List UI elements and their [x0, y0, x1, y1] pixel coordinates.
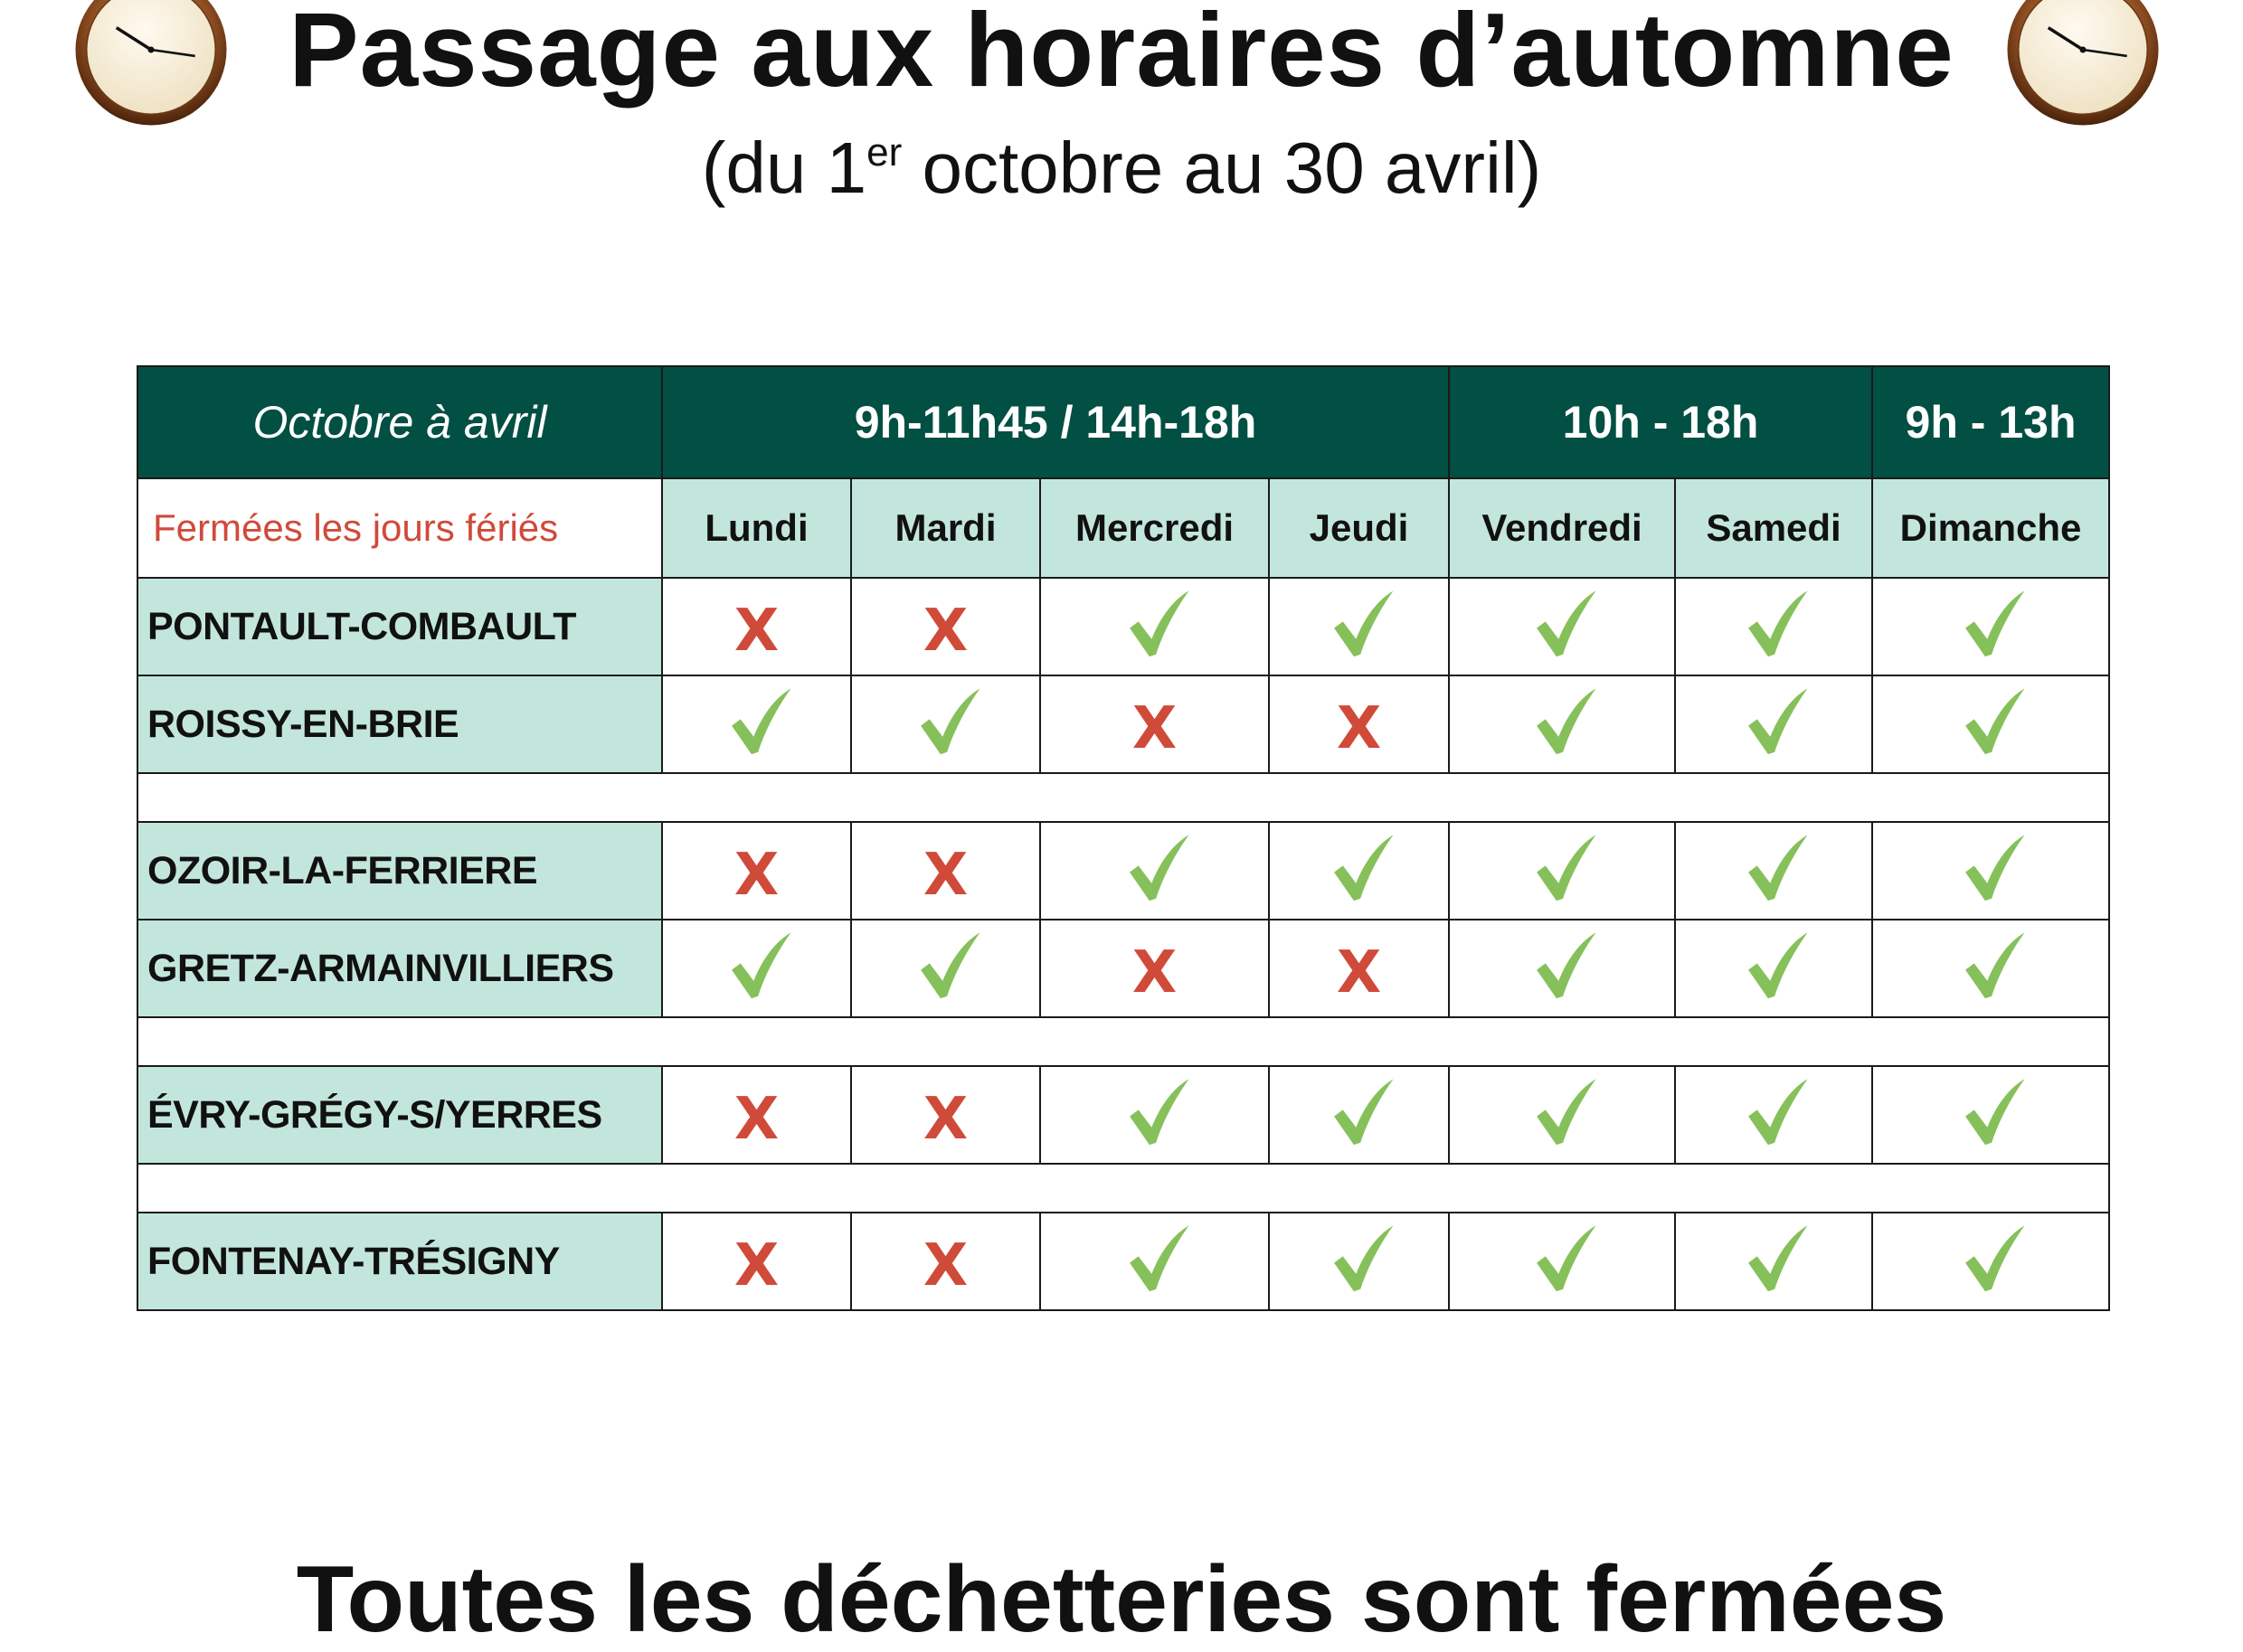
- hours-group-1: 10h - 18h: [1449, 366, 1872, 478]
- check-icon: [729, 930, 796, 1003]
- spacer-cell: [137, 773, 2109, 822]
- table-row: [137, 675, 2109, 773]
- hours-group-0: 9h-11h45 / 14h-18h: [662, 366, 1449, 478]
- check-icon: [1534, 833, 1601, 905]
- day-header-lundi: Lundi: [662, 478, 851, 578]
- closed-x-icon: X: [733, 1232, 780, 1299]
- status-cell-vendredi: [1449, 578, 1675, 675]
- check-icon: [1746, 1077, 1812, 1149]
- status-cell-mardi: [851, 1213, 1040, 1310]
- status-cell-mardi: [851, 675, 1040, 773]
- subtitle-prefix: (du 1: [701, 127, 867, 208]
- subtitle-superscript: er: [866, 130, 903, 175]
- day-header-jeudi: Jeudi: [1269, 478, 1449, 578]
- check-icon: [1331, 589, 1398, 661]
- status-cell-jeudi: [1269, 578, 1449, 675]
- status-cell-samedi: [1675, 920, 1872, 1017]
- status-cell-mardi: [851, 920, 1040, 1017]
- schedule-table: [137, 365, 2110, 1311]
- status-cell-mercredi: [1040, 920, 1269, 1017]
- closed-x-icon: X: [1131, 695, 1178, 762]
- check-icon: [1746, 833, 1812, 905]
- site-name: PONTAULT-COMBAULT: [137, 578, 662, 675]
- spacer-row: [137, 1017, 2109, 1066]
- site-name: ÉVRY-GRÉGY-S/YERRES: [137, 1066, 662, 1164]
- status-cell-dimanche: [1872, 822, 2109, 920]
- check-icon: [1963, 686, 2030, 759]
- closed-x-icon: X: [923, 1086, 969, 1153]
- subtitle-suffix: octobre au 30 avril): [902, 127, 1542, 208]
- status-cell-dimanche: [1872, 578, 2109, 675]
- status-cell-lundi: [662, 920, 851, 1017]
- check-icon: [1127, 1077, 1194, 1149]
- check-icon: [1534, 930, 1601, 1003]
- status-cell-mercredi: [1040, 1066, 1269, 1164]
- status-cell-vendredi: [1449, 675, 1675, 773]
- spacer-cell: [137, 1017, 2109, 1066]
- status-cell-vendredi: [1449, 1066, 1675, 1164]
- schedule-body: [137, 578, 2109, 1310]
- status-cell-jeudi: [1269, 920, 1449, 1017]
- spacer-row: [137, 1164, 2109, 1213]
- status-cell-mercredi: [1040, 578, 1269, 675]
- day-header-dimanche: Dimanche: [1872, 478, 2109, 578]
- status-cell-samedi: [1675, 1213, 1872, 1310]
- status-cell-jeudi: [1269, 675, 1449, 773]
- closed-x-icon: X: [923, 1232, 969, 1299]
- status-cell-samedi: [1675, 675, 1872, 773]
- check-icon: [1963, 833, 2030, 905]
- closed-x-icon: X: [1336, 695, 1382, 762]
- footer-notice: Toutes les déchetteries sont fermées: [296, 1547, 1947, 1652]
- closed-x-icon: X: [1131, 939, 1178, 1006]
- check-icon: [1331, 1223, 1398, 1296]
- status-cell-lundi: [662, 1066, 851, 1164]
- status-cell-mardi: [851, 822, 1040, 920]
- table-row: [137, 822, 2109, 920]
- closed-x-icon: X: [1336, 939, 1382, 1006]
- check-icon: [1963, 930, 2030, 1003]
- closed-x-icon: X: [923, 598, 969, 665]
- status-cell-lundi: [662, 822, 851, 920]
- check-icon: [1127, 1223, 1194, 1296]
- hours-header-row: [137, 366, 2109, 478]
- check-icon: [1127, 833, 1194, 905]
- check-icon: [1534, 1223, 1601, 1296]
- check-icon: [729, 686, 796, 759]
- status-cell-jeudi: [1269, 1066, 1449, 1164]
- status-cell-mercredi: [1040, 822, 1269, 920]
- status-cell-lundi: [662, 1213, 851, 1310]
- check-icon: [1963, 589, 2030, 661]
- check-icon: [1127, 589, 1194, 661]
- status-cell-mardi: [851, 578, 1040, 675]
- holiday-note: Fermées les jours fériés: [137, 478, 662, 578]
- status-cell-vendredi: [1449, 822, 1675, 920]
- check-icon: [1746, 930, 1812, 1003]
- closed-x-icon: X: [733, 842, 780, 909]
- table-row: [137, 578, 2109, 675]
- day-header-mercredi: Mercredi: [1040, 478, 1269, 578]
- days-header-row: [137, 478, 2109, 578]
- table-row: [137, 1213, 2109, 1310]
- check-icon: [1534, 1077, 1601, 1149]
- status-cell-lundi: [662, 578, 851, 675]
- check-icon: [1963, 1077, 2030, 1149]
- status-cell-lundi: [662, 675, 851, 773]
- closed-x-icon: X: [733, 1086, 780, 1153]
- spacer-cell: [137, 1164, 2109, 1213]
- status-cell-jeudi: [1269, 1213, 1449, 1310]
- status-cell-mercredi: [1040, 1213, 1269, 1310]
- page-title: Passage aux horaires d’automne: [289, 0, 1954, 109]
- period-label: Octobre à avril: [137, 366, 662, 478]
- status-cell-dimanche: [1872, 1066, 2109, 1164]
- day-header-vendredi: Vendredi: [1449, 478, 1675, 578]
- status-cell-dimanche: [1872, 1213, 2109, 1310]
- page-subtitle: [0, 125, 2243, 212]
- closed-x-icon: X: [733, 598, 780, 665]
- status-cell-samedi: [1675, 578, 1872, 675]
- site-name: ROISSY-EN-BRIE: [137, 675, 662, 773]
- check-icon: [1331, 1077, 1398, 1149]
- status-cell-mardi: [851, 1066, 1040, 1164]
- status-cell-dimanche: [1872, 675, 2109, 773]
- check-icon: [1746, 686, 1812, 759]
- status-cell-mercredi: [1040, 675, 1269, 773]
- check-icon: [918, 686, 985, 759]
- closed-x-icon: X: [923, 842, 969, 909]
- status-cell-jeudi: [1269, 822, 1449, 920]
- check-icon: [1746, 589, 1812, 661]
- day-header-mardi: Mardi: [851, 478, 1040, 578]
- status-cell-dimanche: [1872, 920, 2109, 1017]
- status-cell-samedi: [1675, 1066, 1872, 1164]
- check-icon: [1746, 1223, 1812, 1296]
- spacer-row: [137, 773, 2109, 822]
- site-name: GRETZ-ARMAINVILLIERS: [137, 920, 662, 1017]
- check-icon: [1331, 833, 1398, 905]
- table-row: [137, 920, 2109, 1017]
- status-cell-vendredi: [1449, 920, 1675, 1017]
- check-icon: [1534, 686, 1601, 759]
- hours-group-2: 9h - 13h: [1872, 366, 2109, 478]
- day-header-samedi: Samedi: [1675, 478, 1872, 578]
- site-name: OZOIR-LA-FERRIERE: [137, 822, 662, 920]
- site-name: FONTENAY-TRÉSIGNY: [137, 1213, 662, 1310]
- table-row: [137, 1066, 2109, 1164]
- status-cell-vendredi: [1449, 1213, 1675, 1310]
- status-cell-samedi: [1675, 822, 1872, 920]
- check-icon: [1963, 1223, 2030, 1296]
- check-icon: [918, 930, 985, 1003]
- check-icon: [1534, 589, 1601, 661]
